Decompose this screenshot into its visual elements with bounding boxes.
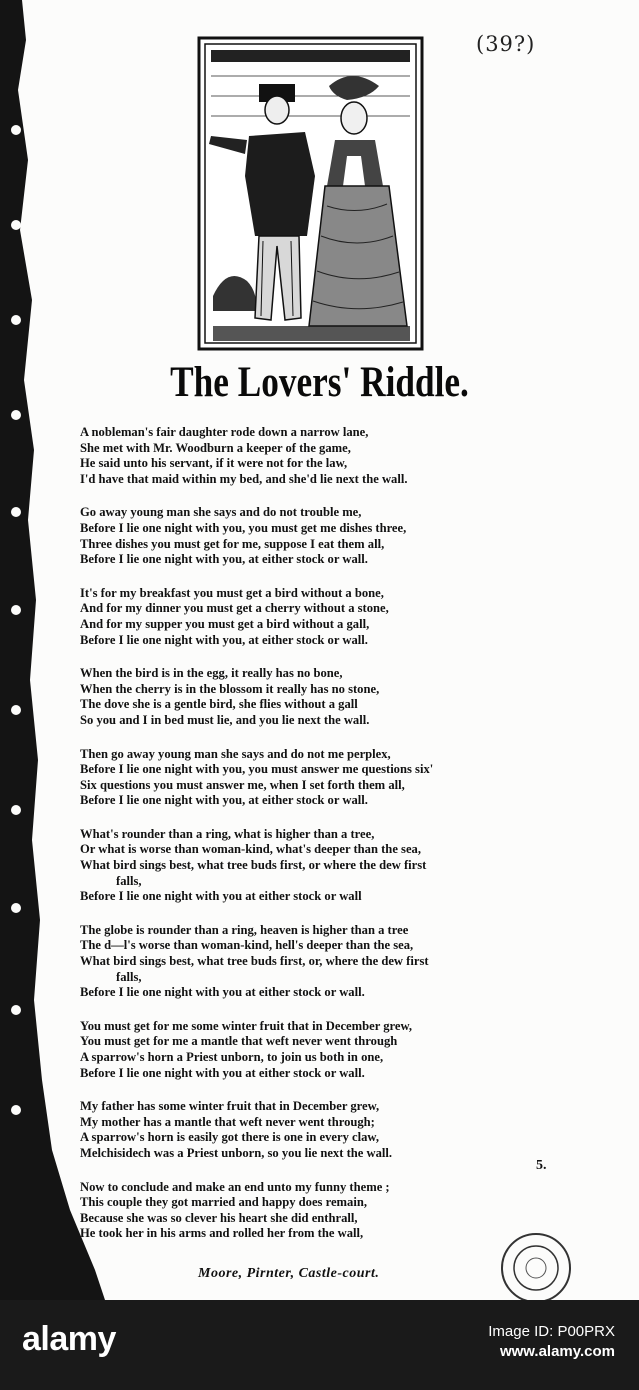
page-signature-mark: 5. [536,1158,547,1173]
verse-line: A nobleman's fair daughter rode down a narrow lane, [80,425,369,439]
verse-line: Before I lie one night with you at either stock or wall. [80,1065,365,1080]
verse-line: This couple they got married and happy does remain, [80,1195,367,1210]
stanza-1 [80,425,560,487]
verse-line: Before I lie one night with you, at either stock or wall. [80,632,368,647]
verse-line-continuation: falls, [116,873,142,888]
verse-line: The dove she is a gentle bird, she flies without a gall [80,697,358,712]
verse-line: Go away young man she says and do not trouble me, [80,505,362,520]
verse-line: Then go away young man she says and do not me perplex, [80,746,391,761]
verse-line: Before I lie one night with you at either stock or wall. [80,985,365,1000]
verse-line: What's rounder than a ring, what is higher than a tree, [80,826,375,841]
woodcut-couple-illustration [197,36,424,351]
verse-line: You must get for me a mantle that weft never went through [80,1034,398,1049]
verse-line: Before I lie one night with you, at either stock or wall. [80,793,368,808]
verse-line: Before I lie one night with you at either stock or wall [80,889,362,904]
verse-line: You must get for me some winter fruit that in December grew, [80,1018,413,1033]
verse-line: And for my supper you must get a bird without a gall, [80,616,370,631]
stanza-4 [80,666,560,728]
verse-line: What bird sings best, what tree buds first, or, where the dew first [80,954,429,969]
stanza-9 [80,1099,560,1161]
verse-line: What bird sings best, what tree buds first, or where the dew first [80,858,427,873]
stanza-5 [80,747,560,809]
verse-line: Before I lie one night with you, you must get me dishes three, [80,520,407,535]
verse-line: Now to conclude and make an end unto my funny theme ; [80,1179,390,1194]
verse-line: When the cherry is in the blossom it really has no stone, [80,681,380,696]
stanza-8 [80,1019,560,1081]
verse-line: So you and I in bed must lie, and you lie next the wall. [80,712,370,727]
verse-line: She met with Mr. Woodburn a keeper of the game, [80,440,351,455]
stanza-6 [80,827,560,905]
printer-imprint: Moore, Pirnter, Castle-court. [198,1266,380,1281]
verse-line-continuation: falls, [116,969,142,984]
shelfmark-annotation: (39?) [476,32,536,56]
broadside-title: The Lovers' Riddle. [170,359,469,406]
alamy-logo: alamy [22,1320,116,1358]
verse-line: The d—l's worse than woman-kind, hell's deeper than the sea, [80,938,414,953]
verse-line: When the bird is in the egg, it really has no bone, [80,666,343,681]
verse-line: Three dishes you must get for me, suppose I eat them all, [80,536,385,551]
verse-line: He said unto his servant, if it were not for the law, [80,456,348,471]
verse-line: Six questions you must answer me, when I set forth them all, [80,777,405,792]
verse-line: Before I lie one night with you, you must answer me questions six' [80,762,434,777]
verse-line: My mother has a mantle that weft never went through; [80,1114,375,1129]
verse-line: My father has some winter fruit that in December grew, [80,1099,380,1114]
image-id: Image ID: P00PRX [488,1323,615,1340]
site-url[interactable]: www.alamy.com [499,1343,615,1360]
verse-line: Or what is worse than woman-kind, what's deeper than the sea, [80,842,421,857]
verse-line: The globe is rounder than a ring, heaven is higher than a tree [80,922,409,937]
verse-line: And for my dinner you must get a cherry without a stone, [80,601,389,616]
ballad-text [80,425,560,1260]
library-stamp-icon [488,1228,584,1300]
stanza-3 [80,586,560,648]
verse-line: I'd have that maid within my bed, and she'd lie next the wall. [80,471,408,486]
stock-photo-footer [0,1300,639,1390]
stanza-7 [80,923,560,1001]
verse-line: Melchisidech was a Priest unborn, so you lie next the wall. [80,1145,393,1160]
verse-line: A sparrow's horn a Priest unborn, to join us both in one, [80,1050,384,1064]
verse-line: Because she was so clever his heart she did enthrall, [80,1210,358,1225]
stanza-2 [80,505,560,567]
verse-line: It's for my breakfast you must get a bird without a bone, [80,585,384,600]
verse-line: He took her in his arms and rolled her from the wall, [80,1226,364,1241]
image-id-block [488,1322,615,1362]
verse-line: A sparrow's horn is easily got there is one in every claw, [80,1130,379,1145]
verse-line: Before I lie one night with you, at either stock or wall. [80,552,368,567]
